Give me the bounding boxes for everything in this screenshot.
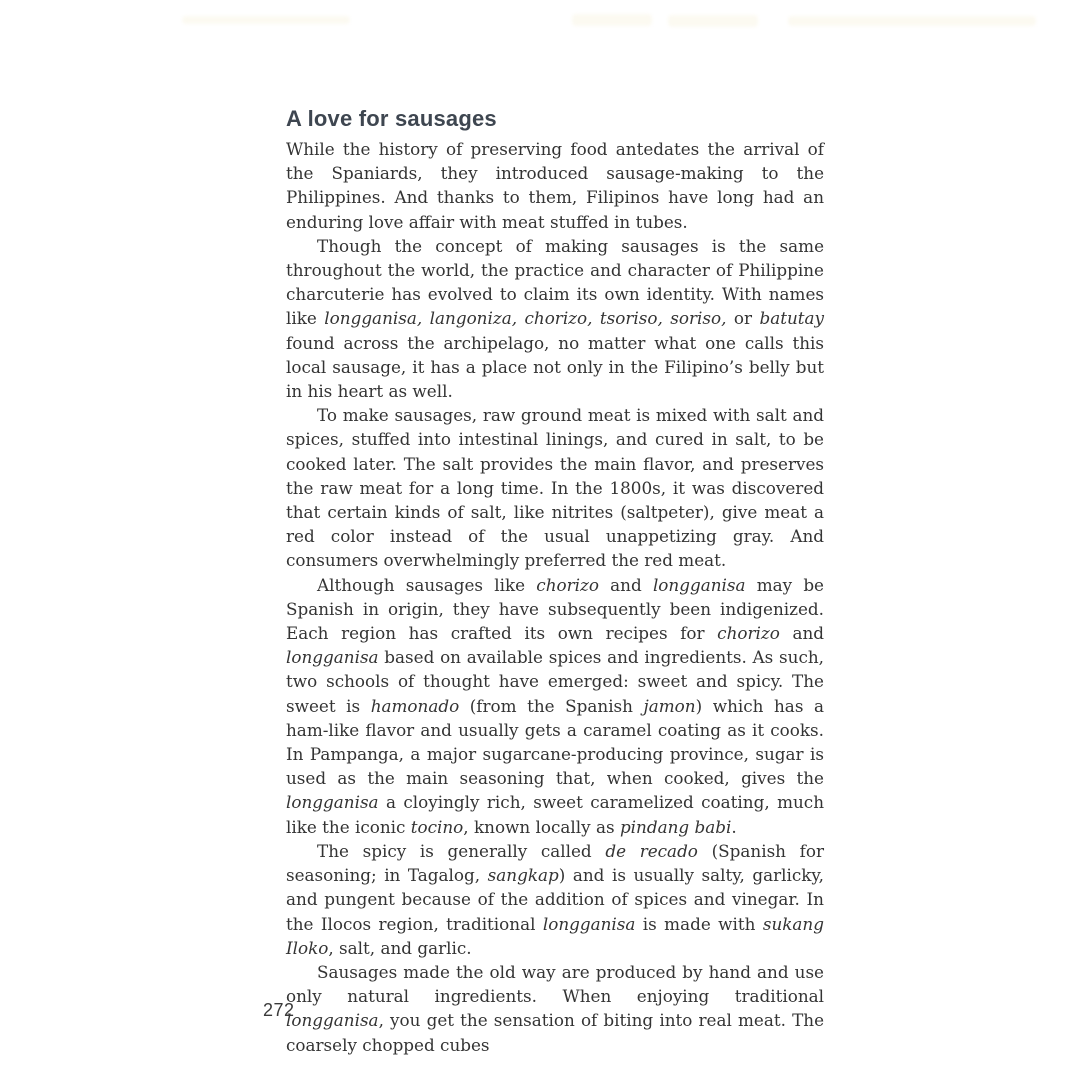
article <box>286 106 824 1057</box>
paragraph <box>286 573 824 839</box>
italic-term: jamon <box>643 695 696 716</box>
italic-term: batutay <box>759 308 825 329</box>
scan-artifact <box>572 14 652 26</box>
body-text: (Spanish for seasoning; in Tagalog, <box>286 840 824 886</box>
italic-term: longganisa <box>286 792 379 813</box>
italic-term: tocino <box>410 816 464 837</box>
italic-term: longganisa <box>652 574 746 595</box>
body-text: ) and is usually salty, garlicky, and pungent because of the addition of spices and vinegar. In the Ilocos region, traditional <box>286 865 824 934</box>
scan-artifact <box>182 16 350 24</box>
paragraph <box>286 960 824 1057</box>
body-text: is made with <box>635 913 763 934</box>
italic-term: longganisa <box>286 647 379 668</box>
body-text: The spicy is generally called <box>317 840 606 861</box>
body-text: Though the concept of making sausages is the same throughout the world, the practice and character of Philippine charcuterie has evolved to claim its own identity. With names like <box>286 235 824 329</box>
italic-term: chorizo <box>717 623 780 644</box>
italic-term: sukang Iloko <box>286 913 824 958</box>
body-text: based on available spices and ingredients. As such, two schools of thought have emerged: sweet and spicy. The sweet is <box>286 647 824 716</box>
body-text: and <box>598 574 653 595</box>
article-paragraphs <box>286 137 824 1057</box>
body-text: To make sausages, raw ground meat is mixed with salt and spices, stuffed into intestinal linings, and cured in salt, to be cooked later. The salt provides the main flavor, and preserves the raw meat for a long time. In the 1800s, it was discovered that certain kinds of salt, like nitrites (saltpeter), give meat a red color instead of the usual unappetizing gray. And consumers overwhelmingly preferred the red meat. <box>286 405 824 571</box>
italic-term: chorizo <box>536 574 599 595</box>
italic-term: sangkap <box>487 865 559 886</box>
body-text: While the history of preserving food antedates the arrival of the Spaniards, they introduced sausage-making to the Philippines. And thanks to them, Filipinos have long had an enduring love affair with meat stuffed in tubes. <box>286 139 824 232</box>
body-text: and <box>779 623 824 644</box>
paragraph <box>286 839 824 960</box>
body-text: may be Spanish in origin, they have subsequently been indigenized. Each region has crafted its own recipes for <box>286 574 824 644</box>
italic-term: pindang babi <box>619 816 732 837</box>
paragraph <box>286 403 824 572</box>
scan-artifact <box>668 15 758 27</box>
paragraph <box>286 234 824 403</box>
body-text: ) which has a ham-like flavor and usually gets a caramel coating as it cooks. In Pampanga, a major sugarcane-producing province, sugar is used as the main seasoning that, when cooked, gives the <box>286 695 824 789</box>
body-text: a cloyingly rich, sweet caramelized coating, much like the iconic <box>286 792 824 837</box>
body-text: or <box>726 308 760 329</box>
body-text: , you get the sensation of biting into real meat. The coarsely chopped cubes <box>286 1010 824 1055</box>
italic-term: longganisa, langoniza, chorizo, tsoriso, soriso, <box>324 308 727 329</box>
paragraph <box>286 137 824 234</box>
body-text: . <box>731 816 737 837</box>
body-text: (from the Spanish <box>459 695 644 716</box>
page-number: 272 <box>263 1000 295 1020</box>
body-text: Although sausages like <box>317 574 537 595</box>
italic-term: hamonado <box>370 695 460 716</box>
body-text: Sausages made the old way are produced by hand and use only natural ingredients. When enjoying traditional <box>286 961 824 1007</box>
body-text: , salt, and garlic. <box>328 937 472 958</box>
italic-term: longganisa <box>286 1010 379 1031</box>
scan-artifact <box>788 16 1036 26</box>
italic-term: de recado <box>605 840 698 861</box>
body-text: , known locally as <box>463 816 620 837</box>
italic-term: longganisa <box>542 913 636 934</box>
section-heading: A love for sausages <box>286 106 497 131</box>
body-text: found across the archipelago, no matter what one calls this local sausage, it has a place not only in the Filipino’s belly but in his heart as well. <box>286 332 824 402</box>
